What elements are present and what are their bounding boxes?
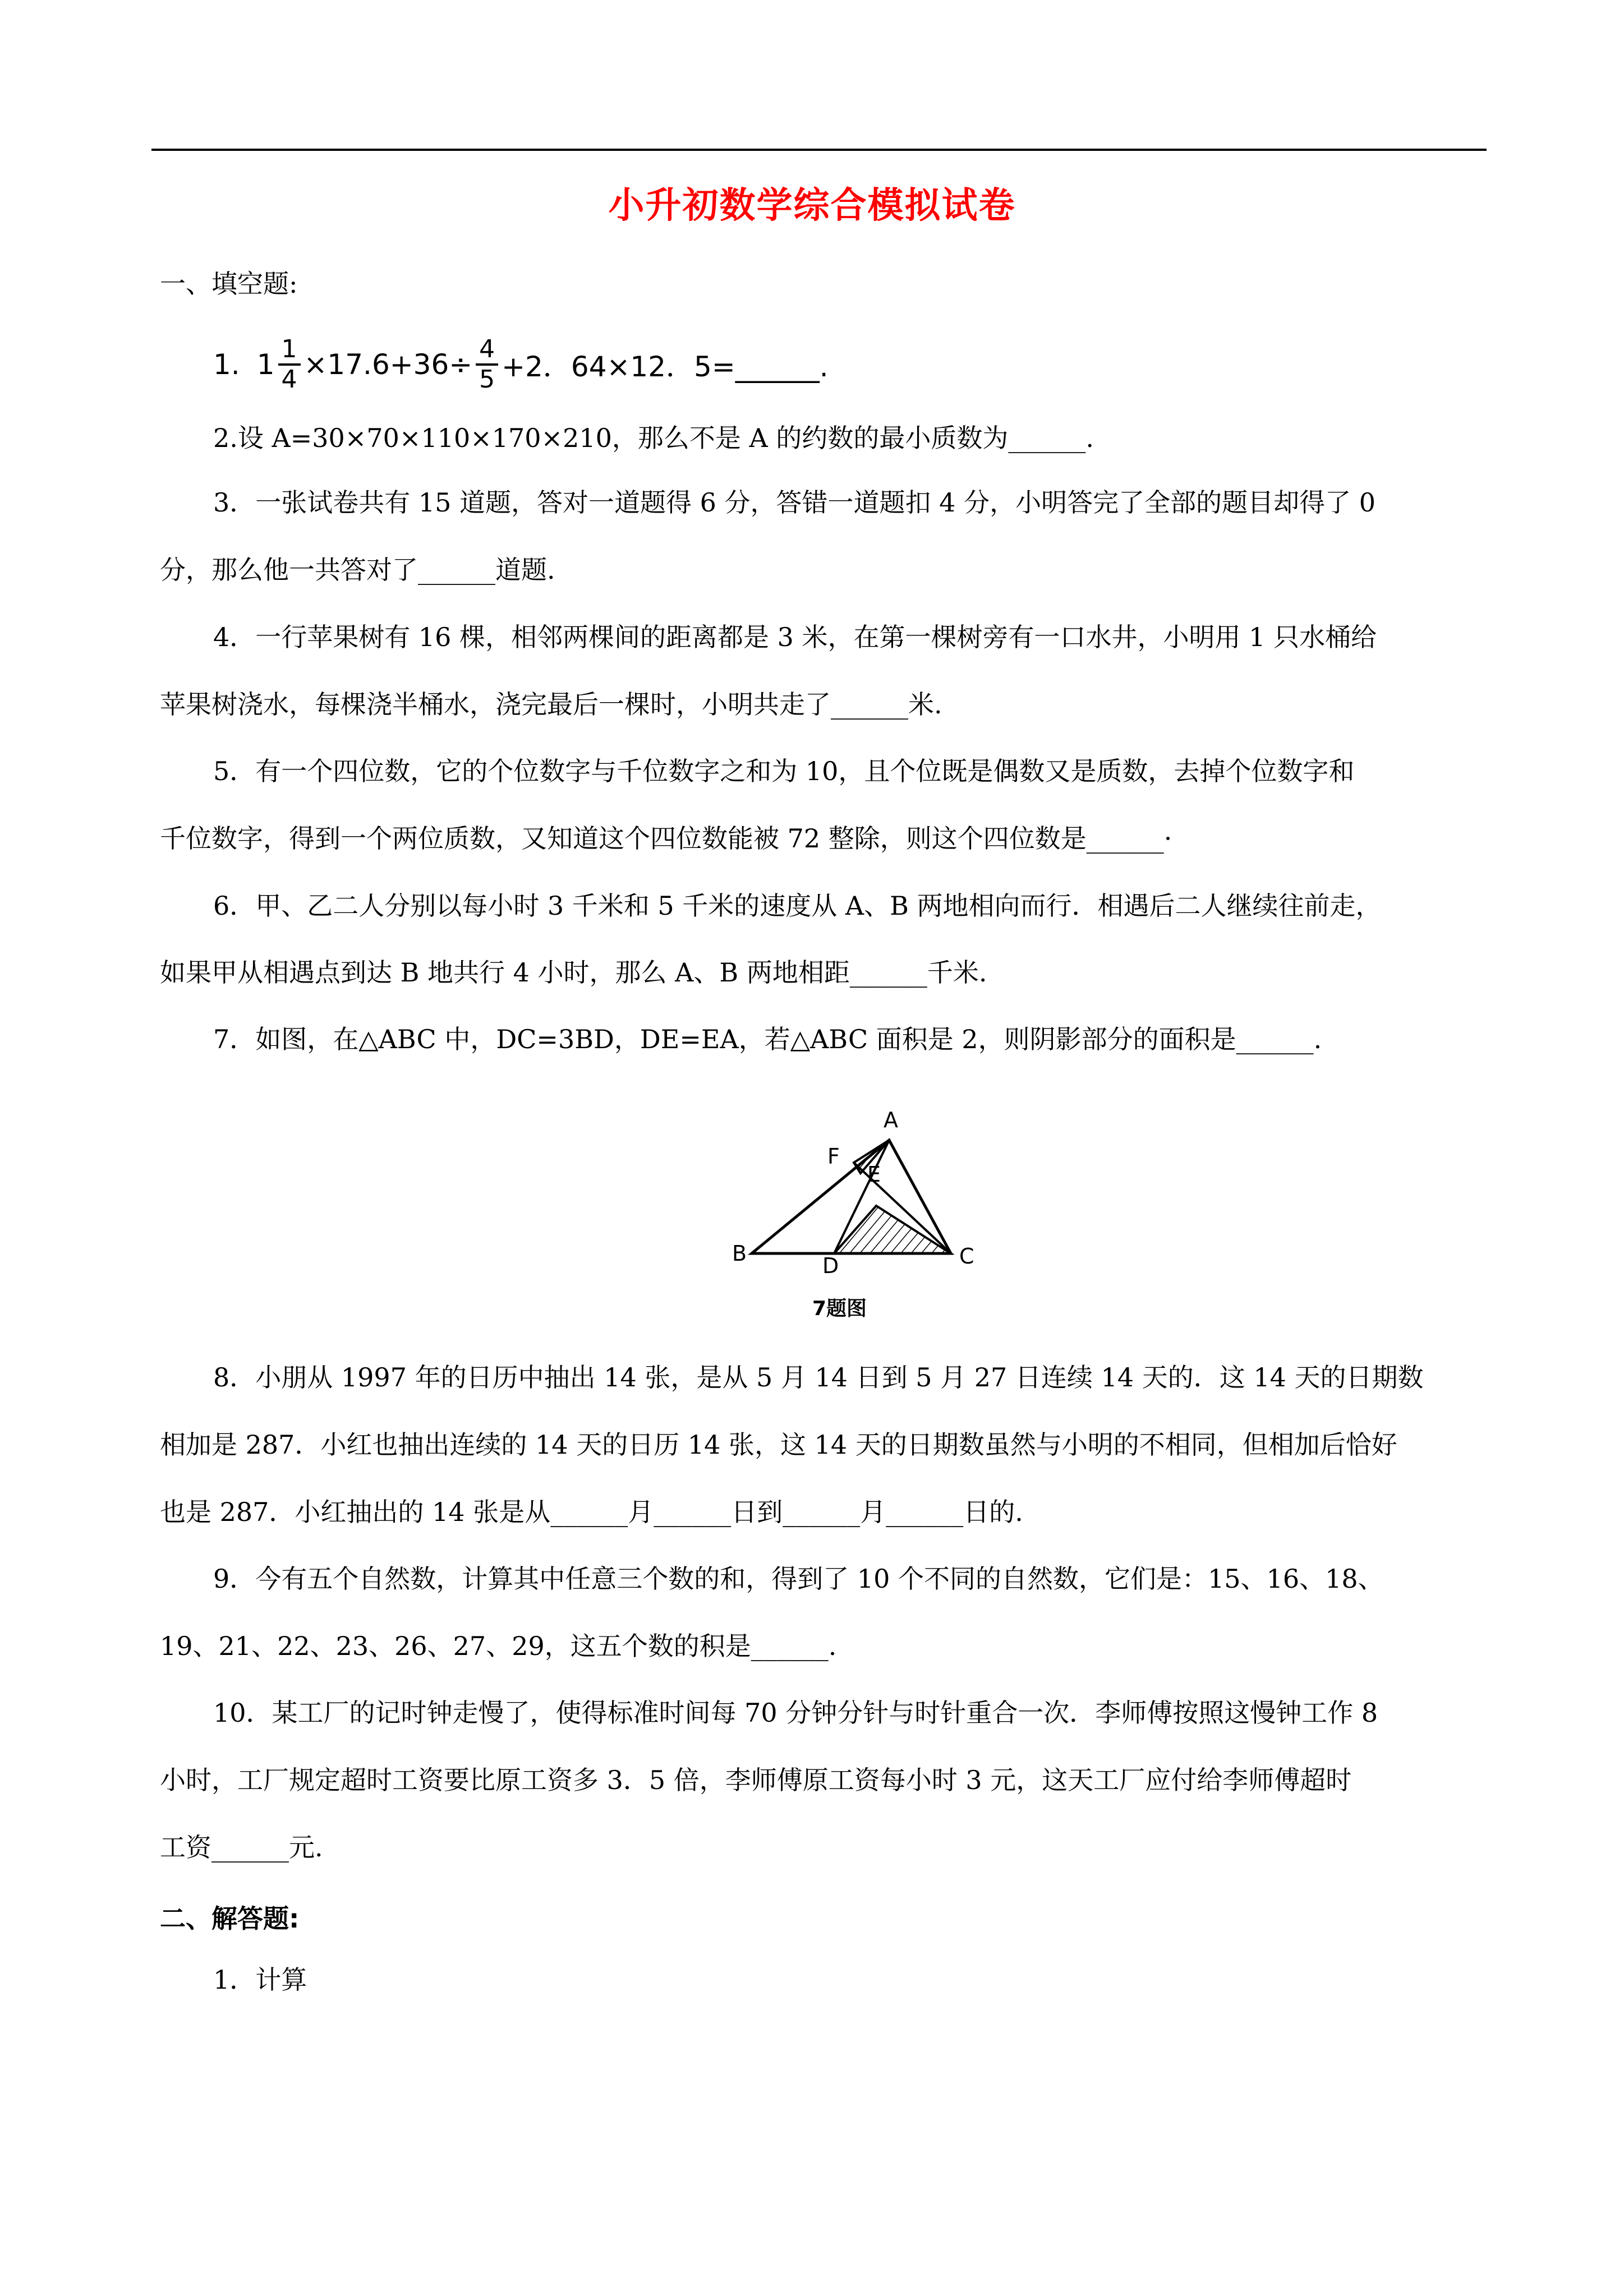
label-a: A xyxy=(884,1108,898,1132)
figure-caption: 7题图 xyxy=(812,1297,867,1320)
question-10-line-3: 工资______元. xyxy=(160,1832,323,1862)
question-8-line-3: 也是 287．小红抽出的 14 张是从______月______日到______月______日的. xyxy=(160,1497,1023,1527)
page-title: 小升初数学综合模拟试卷 xyxy=(608,185,1016,227)
triangle-figure xyxy=(724,1085,982,1332)
q1-fraction-2-denominator: 5 xyxy=(479,365,495,394)
question-9-line-2: 19、21、22、23、26、27、29，这五个数的积是______. xyxy=(160,1631,837,1661)
shaded-triangle-edc xyxy=(834,1206,951,1253)
question-3-line-2: 分，那么他一共答对了______道题. xyxy=(160,555,555,585)
section-answer-heading: 二、解答题: xyxy=(160,1903,300,1934)
q1-expression-a: ×17.6+36÷ xyxy=(303,348,473,381)
q1-number: 1. xyxy=(213,348,240,381)
question-6-line-2: 如果甲从相遇点到达 B 地共行 4 小时，那么 A、B 两地相距______千米. xyxy=(160,957,987,988)
answer-question-1: 1．计算 xyxy=(213,1965,307,1995)
q1-fraction-2 xyxy=(476,336,498,393)
q1-expression-b: +2．64×12．5=______. xyxy=(502,351,829,383)
question-10-line-1: 10．某工厂的记时钟走慢了，使得标准时间每 70 分钟分针与时针重合一次．李师傅按照这慢钟工作 8 xyxy=(213,1698,1378,1728)
q1-fraction-1-numerator: 1 xyxy=(278,336,301,366)
question-2: 2.设 A=30×70×110×170×210，那么不是 A 的约数的最小质数为______. xyxy=(213,423,1094,453)
label-b: B xyxy=(732,1241,747,1266)
question-9-line-1: 9．今有五个自然数，计算其中任意三个数的和，得到了 10 个不同的自然数，它们是：15、16、18、 xyxy=(213,1564,1384,1594)
question-7: 7．如图，在△ABC 中，DC=3BD，DE=EA，若△ABC 面积是 2，则阴影部分的面积是______. xyxy=(213,1024,1322,1054)
question-8-line-2: 相加是 287．小红也抽出连续的 14 天的日历 14 张，这 14 天的日期数虽然与小明的不相同，但相加后恰好 xyxy=(160,1430,1397,1460)
label-f: F xyxy=(827,1144,840,1169)
question-5-line-1: 5．有一个四位数，它的个位数字与千位数字之和为 10，且个位既是偶数又是质数，去掉个位数字和 xyxy=(213,756,1355,786)
question-1-formula xyxy=(213,328,829,401)
section-fill-blank-heading: 一、填空题: xyxy=(160,269,298,299)
header-rule xyxy=(151,149,1487,151)
label-c: C xyxy=(959,1244,974,1269)
q1-whole: 1 xyxy=(256,348,275,381)
question-3-line-1: 3．一张试卷共有 15 道题，答对一道题得 6 分，答错一道题扣 4 分，小明答完了全部的题目却得了 0 xyxy=(213,487,1375,518)
question-4-line-2: 苹果树浇水，每棵浇半桶水，浇完最后一棵时，小明共走了______米. xyxy=(160,689,942,720)
q1-fraction-1-denominator: 4 xyxy=(281,365,297,394)
question-10-line-2: 小时，工厂规定超时工资要比原工资多 3．5 倍，李师傅原工资每小时 3 元，这天工厂应付给李师傅超时 xyxy=(160,1765,1352,1795)
question-6-line-1: 6．甲、乙二人分别以每小时 3 千米和 5 千米的速度从 A、B 两地相向而行．相遇后二人继续往前走， xyxy=(213,891,1382,921)
question-8-line-1: 8．小朋从 1997 年的日历中抽出 14 张，是从 5 月 14 日到 5 月 27 日连续 14 天的．这 14 天的日期数 xyxy=(213,1362,1424,1393)
q1-fraction-2-numerator: 4 xyxy=(476,336,498,366)
label-d: D xyxy=(822,1253,839,1278)
q1-fraction-1 xyxy=(278,336,301,393)
label-e: E xyxy=(867,1162,881,1187)
question-4-line-1: 4．一行苹果树有 16 棵，相邻两棵间的距离都是 3 米，在第一棵树旁有一口水井，小明用 1 只水桶给 xyxy=(213,622,1377,652)
question-5-line-2: 千位数字，得到一个两位质数，又知道这个四位数能被 72 整除，则这个四位数是______· xyxy=(160,823,1172,854)
